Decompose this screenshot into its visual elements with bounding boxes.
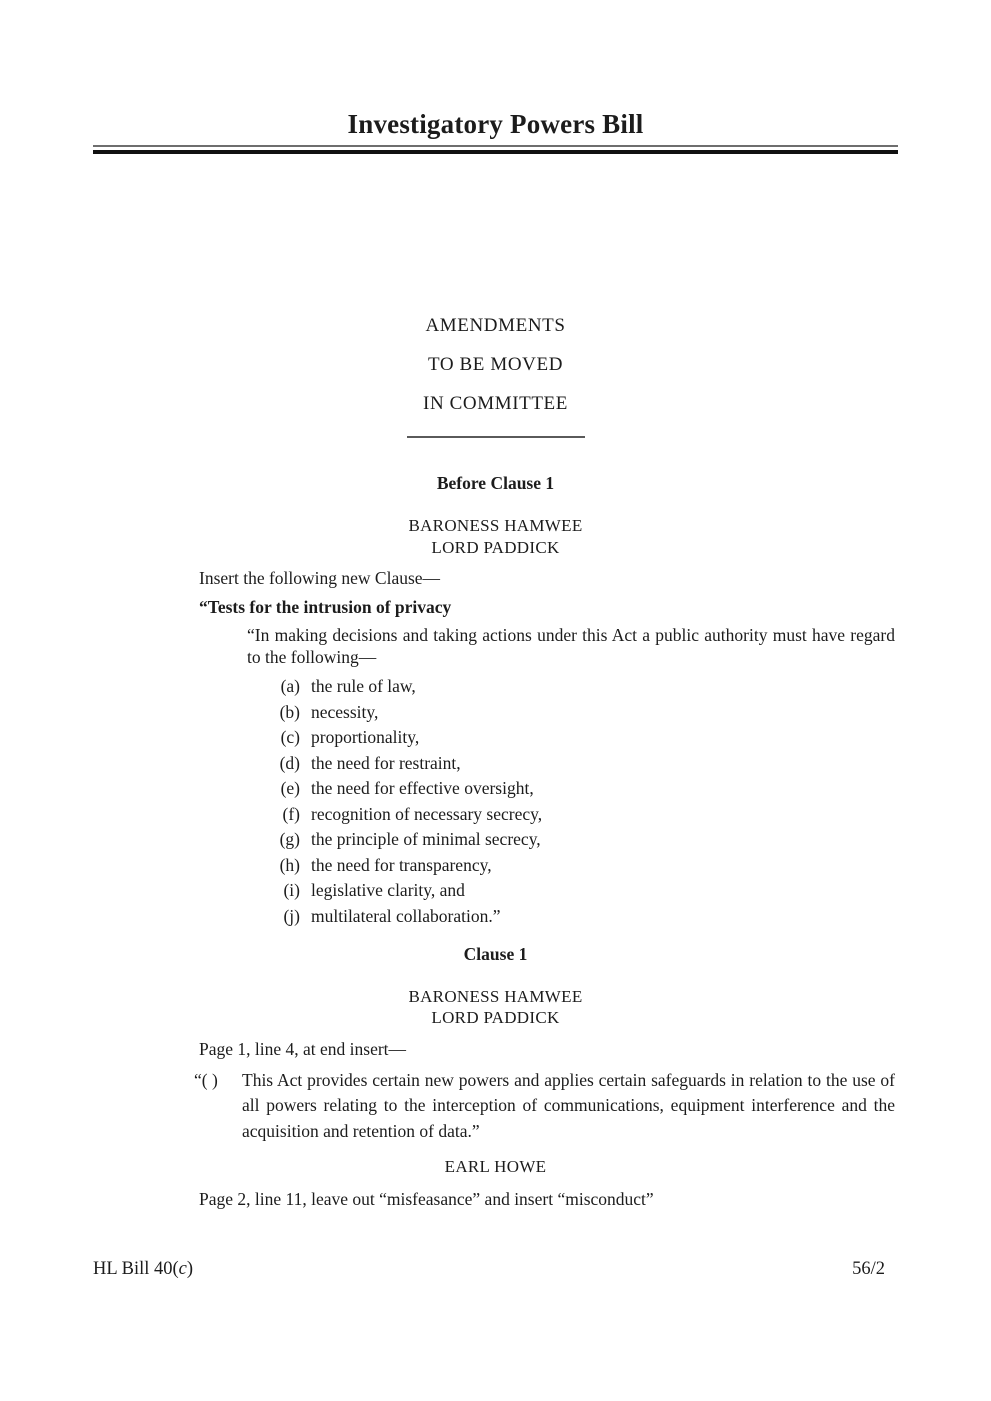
clause-opening-paragraph: “In making decisions and taking actions under this Act a public authority must have regard to the following— (247, 625, 895, 667)
sponsor-name: LORD PADDICK (431, 537, 560, 557)
list-item (199, 701, 895, 723)
list-item (199, 828, 895, 850)
list-item (199, 803, 895, 825)
item-text: recognition of necessary secrecy, (311, 803, 543, 824)
page-footer (93, 1258, 885, 1280)
notice-line-to-be-moved: TO BE MOVED (427, 354, 564, 375)
list-item (199, 726, 895, 748)
item-text: the principle of minimal secrecy, (311, 829, 541, 849)
item-label: (i) (283, 880, 300, 900)
list-item (199, 675, 895, 697)
notice-line-amendments: AMENDMENTS (425, 315, 566, 336)
sponsor-name: BARONESS HAMWEE (408, 516, 583, 535)
list-item (199, 777, 895, 799)
item-label: (g) (279, 829, 300, 849)
item-label: (h) (279, 854, 300, 875)
amendment-instruction: Page 2, line 11, leave out “misfeasance” and insert “misconduct” (199, 1189, 654, 1209)
amendment-text: This Act provides certain new powers and applies certain safeguards in relation to the use of all powers relating to the interception of communications, equipment interference and the acquisition and retention of data.” (242, 1069, 895, 1141)
item-text: necessity, (311, 701, 379, 722)
list-item (199, 879, 895, 901)
amendment-instruction: Page 1, line 4, at end insert— (199, 1038, 407, 1059)
item-label: (c) (280, 727, 300, 747)
amendments-content (199, 1188, 895, 1210)
list-item (199, 905, 895, 927)
amendment-instruction: Insert the following new Clause— (199, 568, 441, 588)
item-text: the need for restraint, (311, 752, 461, 773)
section-heading-before-clause-1: Before Clause 1 (436, 473, 555, 493)
item-label: (a) (280, 676, 300, 696)
sponsor-name: LORD PADDICK (431, 1008, 560, 1027)
item-label: (e) (280, 778, 300, 798)
item-text: the need for effective oversight, (311, 778, 534, 798)
new-clause-title: “Tests for the intrusion of privacy (199, 597, 452, 617)
item-text: the need for transparency, (311, 854, 492, 875)
footer-bill-number (93, 1258, 193, 1280)
notice-line-in-committee: IN COMMITTEE (423, 393, 568, 414)
notice-divider-rule (407, 436, 585, 438)
amendments-content (199, 567, 895, 927)
footer-bill-prefix: HL Bill 40( (93, 1259, 179, 1279)
sponsor-list (0, 515, 991, 558)
item-text: legislative clarity, and (311, 880, 465, 900)
notice-block (0, 306, 991, 423)
footer-session-number: 56/2 (852, 1259, 885, 1279)
bill-title: Investigatory Powers Bill (347, 109, 644, 139)
sponsor-list (0, 986, 991, 1029)
provision-list (199, 675, 895, 927)
item-label: (d) (279, 752, 300, 773)
sponsor-earl-howe: EARL HOWE (444, 1157, 547, 1176)
item-text: proportionality, (311, 727, 420, 747)
footer-bill-italic-c: c (178, 1259, 187, 1279)
item-label: (f) (282, 803, 300, 824)
list-item (199, 752, 895, 774)
section-heading-clause-1: Clause 1 (463, 943, 528, 964)
footer-bill-suffix: ) (186, 1259, 194, 1279)
title-double-rule (93, 145, 898, 154)
amendment-paragraph (194, 1068, 895, 1145)
sponsor-name: BARONESS HAMWEE (408, 986, 583, 1006)
item-text: multilateral collaboration.” (311, 905, 501, 926)
item-text: the rule of law, (311, 676, 416, 696)
item-label: (j) (283, 905, 300, 926)
list-item (199, 854, 895, 876)
amendment-marker: “( ) (194, 1069, 218, 1090)
amendments-content (194, 1038, 895, 1145)
item-label: (b) (279, 701, 300, 722)
